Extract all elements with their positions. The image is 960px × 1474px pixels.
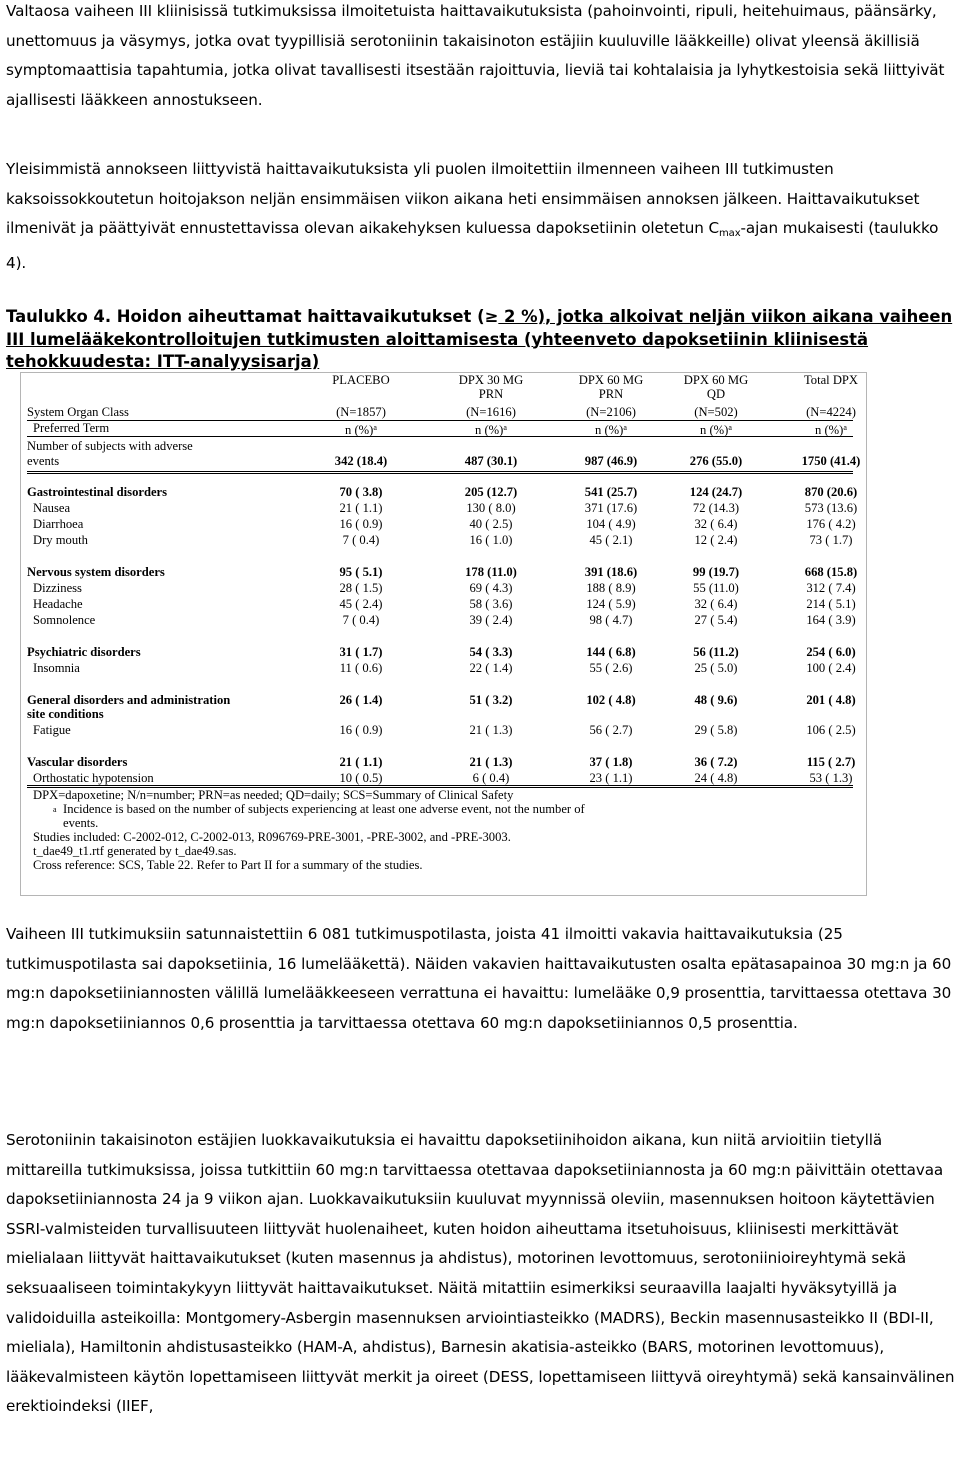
value-cell: 188 ( 8.9) xyxy=(586,581,636,595)
column-subheader xyxy=(666,421,766,437)
footnote-marker: a xyxy=(53,805,57,814)
value-cell: 164 ( 3.9) xyxy=(806,613,856,627)
value-cell: 106 ( 2.5) xyxy=(806,723,856,737)
row-header-subjects-with-ae: Number of subjects with adverse xyxy=(27,439,193,453)
column-subheader-text: n (%) xyxy=(345,423,374,437)
column-header-line1: DPX 60 MG xyxy=(578,373,644,387)
value-cell: 69 ( 4.3) xyxy=(469,581,513,595)
value-cell: 573 (13.6) xyxy=(804,501,858,515)
total-cell: 1750 (41.4) xyxy=(801,454,861,468)
value-cell: 21 ( 1.1) xyxy=(339,755,383,769)
value-cell: 7 ( 0.4) xyxy=(342,533,380,547)
value-cell: 58 ( 3.6) xyxy=(469,597,513,611)
category-label-cont: site conditions xyxy=(27,707,104,721)
value-cell: 54 ( 3.3) xyxy=(469,645,513,659)
column-subheader-text: n (%) xyxy=(700,423,729,437)
table-rule xyxy=(27,471,853,472)
value-cell: 21 ( 1.1) xyxy=(339,501,383,515)
value-cell: 26 ( 1.4) xyxy=(339,693,383,707)
value-cell: 178 (11.0) xyxy=(465,565,517,579)
column-header-line2: QD xyxy=(706,387,726,401)
term-label: Fatigue xyxy=(33,723,71,737)
table-footnote xyxy=(33,788,513,803)
value-cell: 23 ( 1.1) xyxy=(589,771,633,785)
total-cell: 342 (18.4) xyxy=(334,454,388,468)
table-caption-text-cont: 2 %), jotka alkoivat neljän viikon aikana vaiheen III lumelääkekontrolloitujen tutkimusten aloittamisesta (yhteenveto dapoksetiinin kliinisestä tehokkuudesta: ITT-analyysisarja) xyxy=(6,307,953,371)
value-cell: 24 ( 4.8) xyxy=(694,771,738,785)
term-label: Orthostatic hypotension xyxy=(33,771,154,785)
paragraph-text: Yleisimmistä annokseen liittyvistä haittavaikutuksista yli puolen ilmoitettiin ilmenneen vaiheen III tutkimusten kaksoissokkoutetun hoitojakson neljän ensimmäisen viikon aikana heti ensimmäisen annoksen jälkeen. Haittavaikutukset ilmenivät ja päättyivät ennustettavissa olevan aikakehyksen kuluessa dapoksetiinin oletetun C xyxy=(6,160,920,238)
value-cell: 371 (17.6) xyxy=(584,501,638,515)
total-cell: 276 (55.0) xyxy=(689,454,743,468)
table-footnote xyxy=(53,802,585,817)
value-cell: 70 ( 3.8) xyxy=(339,485,383,499)
value-cell: 104 ( 4.9) xyxy=(586,517,636,531)
table-footnote-text: Studies included: C-2002-012, C-2002-013, R096769-PRE-3001, -PRE-3002, and -PRE-3003. xyxy=(33,830,511,844)
column-header-n: (N=1857) xyxy=(336,405,386,419)
table-caption xyxy=(6,306,956,374)
column-subheader-text: n (%) xyxy=(815,423,844,437)
value-cell: 40 ( 2.5) xyxy=(469,517,513,531)
table-caption-text: Hoidon aiheuttamat haittavaikutukset ( xyxy=(111,307,485,326)
value-cell: 214 ( 5.1) xyxy=(806,597,856,611)
table-footnote xyxy=(33,858,423,873)
table-footnote-text: Cross reference: SCS, Table 22. Refer to Part II for a summary of the studies. xyxy=(33,858,423,872)
row-header-events: events xyxy=(27,454,60,468)
value-cell: 25 ( 5.0) xyxy=(694,661,738,675)
value-cell: 21 ( 1.3) xyxy=(469,755,513,769)
value-cell: 55 ( 2.6) xyxy=(589,661,633,675)
value-cell: 28 ( 1.5) xyxy=(339,581,383,595)
value-cell: 6 ( 0.4) xyxy=(472,771,510,785)
table-footnote xyxy=(63,816,98,831)
value-cell: 29 ( 5.8) xyxy=(694,723,738,737)
column-subheader xyxy=(441,421,541,437)
value-cell: 56 (11.2) xyxy=(693,645,739,659)
table-caption-label: Taulukko 4. xyxy=(6,307,112,326)
greater-equal-symbol: ≥ xyxy=(484,307,499,326)
value-cell: 176 ( 4.2) xyxy=(806,517,856,531)
table-footnote-text: events. xyxy=(63,816,99,830)
column-header-line1: DPX 60 MG xyxy=(683,373,749,387)
footnote-marker: a xyxy=(503,423,507,432)
value-cell: 32 ( 6.4) xyxy=(694,597,738,611)
column-subheader xyxy=(781,421,881,437)
footnote-marker: a xyxy=(728,423,732,432)
value-cell: 51 ( 3.2) xyxy=(469,693,513,707)
column-subheader xyxy=(311,421,411,437)
value-cell: 16 ( 0.9) xyxy=(339,723,383,737)
value-cell: 115 ( 2.7) xyxy=(806,755,856,769)
category-label: Psychiatric disorders xyxy=(27,645,141,659)
value-cell: 45 ( 2.1) xyxy=(589,533,633,547)
value-cell: 39 ( 2.4) xyxy=(469,613,513,627)
value-cell: 102 ( 4.8) xyxy=(586,693,636,707)
value-cell: 27 ( 5.4) xyxy=(694,613,738,627)
table-rule xyxy=(27,473,853,474)
column-header-n: (N=1616) xyxy=(466,405,516,419)
value-cell: 668 (15.8) xyxy=(804,565,858,579)
term-label: Dizziness xyxy=(33,581,82,595)
table-footnote xyxy=(33,844,237,859)
value-cell: 12 ( 2.4) xyxy=(694,533,738,547)
column-header-line2: PRN xyxy=(598,387,624,401)
adverse-events-table xyxy=(20,372,867,896)
value-cell: 21 ( 1.3) xyxy=(469,723,513,737)
column-subheader xyxy=(561,421,661,437)
value-cell: 22 ( 1.4) xyxy=(469,661,513,675)
cmax-subscript: max xyxy=(719,228,741,240)
category-label: General disorders and administration xyxy=(27,693,231,707)
column-header-n: (N=502) xyxy=(694,405,738,419)
footnote-marker: a xyxy=(623,423,627,432)
paragraph-text-end: -ajan mukaisesti (taulukko 4). xyxy=(6,219,939,272)
value-cell: 73 ( 1.7) xyxy=(809,533,853,547)
term-label: Dry mouth xyxy=(33,533,88,547)
total-cell: 987 (46.9) xyxy=(584,454,638,468)
value-cell: 312 ( 7.4) xyxy=(806,581,856,595)
term-label: Headache xyxy=(33,597,83,611)
value-cell: 56 ( 2.7) xyxy=(589,723,633,737)
value-cell: 95 ( 5.1) xyxy=(339,565,383,579)
value-cell: 870 (20.6) xyxy=(804,485,858,499)
value-cell: 45 ( 2.4) xyxy=(339,597,383,611)
paragraph-adverse-events-summary: Valtaosa vaiheen III kliinisissä tutkimuksissa ilmoitetuista haittavaikutuksista (pahoinvointi, ripuli, heitehuimaus, päänsärky, unettomuus ja väsymys, jotka ovat tyypillisiä serotoniinin takaisinoton estäjiin kuuluville lääkkeille) olivat yleensä äkillisiä symptomaattisia tapahtumia, jotka olivat tavallisesti itsestään rajoittuvia, lieviä tai kohtalaisia ja lyhytkestoisia sekä liittyivät ajallisesti lääkkeen annostukseen. xyxy=(6,2,945,109)
value-cell: 11 ( 0.6) xyxy=(339,661,383,675)
value-cell: 55 (11.0) xyxy=(693,581,739,595)
term-label: Insomnia xyxy=(33,661,80,675)
term-label: Diarrhoea xyxy=(33,517,84,531)
value-cell: 130 ( 8.0) xyxy=(466,501,516,515)
paragraph-serious-adverse-events: Vaiheen III tutkimuksiin satunnaistettiin 6 081 tutkimuspotilasta, joista 41 ilmoitti vakavia haittavaikutuksia (25 tutkimuspotilasta sai dapoksetiinia, 16 lumelääkettä). Näiden vakavien haittavaikutusten osalta epätasapainoa 30 mg:n ja 60 mg:n dapoksetiiniannosten välillä lumelääkkeeseen verrattuna ei havaittu: lumelääke 0,9 prosenttia, tarvittaessa otettava 30 mg:n dapoksetiiniannos 0,6 prosenttia ja tarvittaessa otettava 60 mg:n dapoksetiiniannos 0,5 prosenttia. xyxy=(6,925,952,1032)
table-footnote-text: t_dae49_t1.rtf generated by t_dae49.sas. xyxy=(33,844,237,858)
column-subheader-text: n (%) xyxy=(475,423,504,437)
column-header-line1: PLACEBO xyxy=(332,373,390,387)
value-cell: 31 ( 1.7) xyxy=(339,645,383,659)
column-header-line1: Total DPX xyxy=(803,373,859,387)
term-label: Nausea xyxy=(33,501,71,515)
row-header-preferred-term: Preferred Term xyxy=(33,421,110,435)
value-cell: 16 ( 0.9) xyxy=(339,517,383,531)
value-cell: 391 (18.6) xyxy=(584,565,638,579)
column-header-n: (N=2106) xyxy=(586,405,636,419)
value-cell: 53 ( 1.3) xyxy=(809,771,853,785)
value-cell: 72 (14.3) xyxy=(692,501,740,515)
value-cell: 205 (12.7) xyxy=(464,485,518,499)
table-footnote xyxy=(33,830,511,845)
column-header-line2: PRN xyxy=(478,387,504,401)
value-cell: 100 ( 2.4) xyxy=(806,661,856,675)
category-label: Vascular disorders xyxy=(27,755,128,769)
row-header-system-organ-class: System Organ Class xyxy=(27,405,129,419)
paragraph-ssri-class-effects: Serotoniinin takaisinoton estäjien luokkavaikutuksia ei havaittu dapoksetiinihoidon aikana, kun niitä arvioitiin tietyllä mittareilla tutkimuksissa, joissa tutkittiin 60 mg:n tarvittaessa otettavaa dapoksetiiniannosta ja 60 mg:n päivittäin otettavaa dapoksetiiniannosta 24 ja 9 viikon ajan. Luokkavaikutuksiin kuuluvat myynnissä oleviin, masennuksen hoitoon käytettävien SSRI-valmisteiden turvallisuuteen liittyvät huolenaiheet, kuten hoidon aiheuttama itsetuhoisuus, kliinisesti merkittävät mielialaan liittyvät haittavaikutukset (kuten masennus ja ahdistus), motorinen levottomuus, serotoniinioireyhtymä sekä seksuaaliseen toimintakykyyn liittyvät haittavaikutukset. Näitä mitattiin esimerkiksi seuraavilla laajalti hyväksytyillä ja validoiduilla asteikoilla: Montgomery-Asbergin masennuksen arviointiasteikko (MADRS), Beckin masennusasteikko II (BDI-II, mieliala), Hamiltonin ahdistusasteikko (HAM-A, ahdistus), Barnesin akatisia-asteikko (BARS, motorinen levottomuus), lääkevalmisteen käytön lopettamiseen liittyvät merkit ja oireet (DESS, lopettamiseen liittyvä oireyhtymä) sekä kansainvälinen erektioindeksi (IIEF, xyxy=(6,1131,955,1416)
table-rule xyxy=(27,785,853,786)
value-cell: 124 (24.7) xyxy=(689,485,743,499)
category-label: Nervous system disorders xyxy=(27,565,165,579)
table-footnote-text: Incidence is based on the number of subjects experiencing at least one adverse event, not the number of xyxy=(63,802,585,816)
value-cell: 124 ( 5.9) xyxy=(586,597,636,611)
value-cell: 144 ( 6.8) xyxy=(586,645,636,659)
column-header-n: (N=4224) xyxy=(806,405,856,419)
table-footnote-text: DPX=dapoxetine; N/n=number; PRN=as needed; QD=daily; SCS=Summary of Clinical Safety xyxy=(33,788,514,802)
footnote-marker: a xyxy=(843,423,847,432)
footnote-marker: a xyxy=(373,423,377,432)
column-header-line1: DPX 30 MG xyxy=(458,373,524,387)
term-label: Somnolence xyxy=(33,613,96,627)
value-cell: 99 (19.7) xyxy=(692,565,740,579)
column-subheader-text: n (%) xyxy=(595,423,624,437)
value-cell: 254 ( 6.0) xyxy=(806,645,856,659)
category-label: Gastrointestinal disorders xyxy=(27,485,168,499)
value-cell: 201 ( 4.8) xyxy=(806,693,856,707)
value-cell: 16 ( 1.0) xyxy=(469,533,513,547)
value-cell: 7 ( 0.4) xyxy=(342,613,380,627)
value-cell: 36 ( 7.2) xyxy=(694,755,738,769)
paragraph-dose-related-timing xyxy=(6,155,956,278)
value-cell: 98 ( 4.7) xyxy=(589,613,633,627)
value-cell: 541 (25.7) xyxy=(584,485,638,499)
value-cell: 48 ( 9.6) xyxy=(694,693,738,707)
value-cell: 32 ( 6.4) xyxy=(694,517,738,531)
value-cell: 10 ( 0.5) xyxy=(339,771,383,785)
value-cell: 37 ( 1.8) xyxy=(589,755,633,769)
total-cell: 487 (30.1) xyxy=(464,454,518,468)
